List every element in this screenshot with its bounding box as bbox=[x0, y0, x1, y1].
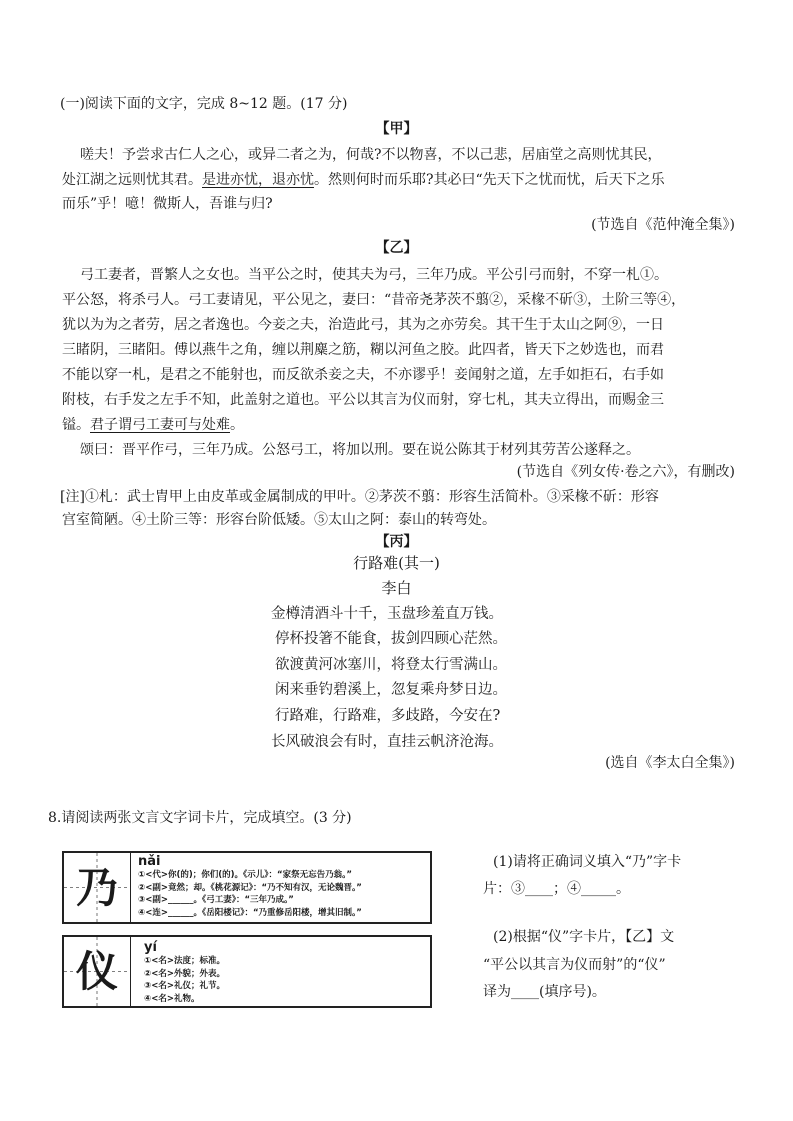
nai-entry-4: ④<连>______。《岳阳楼记》：“乃重修岳阳楼，增其旧制。” bbox=[138, 907, 362, 918]
poem-line-4: 闲来垂钓碧溪上，忽复乘舟梦日边。 bbox=[275, 682, 507, 698]
yi-entry-2: ②<名>外貌；外表。 bbox=[144, 968, 225, 979]
glyph-box-yi bbox=[64, 937, 131, 1006]
jia-paragraph-line-3: 而乐”乎！噫！微斯人，吾谁与归? bbox=[62, 196, 273, 212]
yi-line-6: 附枝，右手发之左手不知，此盖射之道也。平公以其言为仪而射，穿七札，其夫立得出，而赐金三 bbox=[62, 392, 664, 408]
jia-paragraph-line-1: 嗟夫！予尝求古仁人之心，或异二者之为，何哉?不以物喜，不以己悲，居庙堂之高则忧其民， bbox=[80, 147, 662, 163]
card-nai-body bbox=[138, 855, 362, 919]
yi-line-2: 平公怒，将杀弓人。弓工妻请见，平公见之，妻曰：“昔帝尧茅茨不翦②，采椽不斫③，土阶三等④， bbox=[62, 292, 686, 308]
bing-source: (选自《李太白全集》) bbox=[605, 755, 735, 771]
poem-line-3: 欲渡黄河冰塞川，将登太行雪满山。 bbox=[275, 657, 507, 673]
yi-source: (节选自《列女传·卷之六》，有删改) bbox=[516, 464, 735, 480]
word-card-nai bbox=[62, 851, 432, 924]
pinyin-nai: nǎi bbox=[138, 854, 161, 869]
sub-question-1-line-1: (1)请将正确词义填入“乃”字卡 bbox=[493, 854, 682, 870]
question-8-stem: 8.请阅读两张文言文字词卡片，完成填空。(3 分) bbox=[48, 810, 352, 826]
yi-notes-line-2: 宫室简陋。④土阶三等：形容台阶低矮。⑤太山之阿：泰山的转弯处。 bbox=[62, 512, 496, 528]
poem-line-1: 金樽清酒斗十千，玉盘珍羞直万钱。 bbox=[271, 606, 503, 622]
jia-text-post: 。然则何时而乐耶?其必曰“先天下之忧而忧，后天下之乐 bbox=[314, 172, 665, 188]
nai-entry-1: ①<代>你(的)；你们(的)。《示儿》：“家祭无忘告乃翁。” bbox=[138, 870, 352, 880]
glyph-box-nai bbox=[64, 853, 131, 922]
poem-line-5: 行路难，行路难，多歧路，今安在? bbox=[275, 708, 501, 724]
glyph-nai: 乃 bbox=[75, 862, 118, 912]
sub-question-1-line-2: 片：③____；④_____。 bbox=[483, 881, 630, 897]
yi-line-3: 犹以为为之者劳，居之者逸也。今妾之夫，治造此弓，其为之亦劳矣。其干生于太山之阿⑨，一日 bbox=[62, 317, 664, 333]
yi-line-4: 三睹阴，三睹阳。傅以燕牛之角，缠以荆麋之筋，糊以河鱼之胶。此四者，皆天下之妙选也，而君 bbox=[62, 342, 664, 358]
word-card-yi bbox=[62, 935, 432, 1008]
nai-entry-2: ②<副>竟然；却。《桃花源记》：“乃不知有汉，无论魏晋。” bbox=[138, 882, 362, 893]
jia-underlined-sentence: 是进亦忧，退亦忧 bbox=[202, 172, 314, 188]
jia-text-pre: 处江湖之远则忧其君。 bbox=[62, 172, 202, 188]
yi-entry-4: ④<名>礼物。 bbox=[144, 993, 200, 1004]
yi-entry-1: ①<名>法度；标准。 bbox=[144, 956, 225, 966]
yi-line-5: 不能以穿一札，是君之不能射也，而反欲杀妾之夫，不亦谬乎！妾闻射之道，左手如拒石，右手如 bbox=[62, 367, 664, 383]
poem-line-2: 停杯投箸不能食，拔剑四顾心茫然。 bbox=[275, 631, 507, 647]
jia-paragraph-line-2 bbox=[62, 170, 665, 190]
nai-entry-3: ③<副>______。《弓工妻》：“三年乃成。” bbox=[138, 895, 294, 905]
yi-text-post: 。 bbox=[230, 417, 244, 433]
heading-jia: 【甲】 bbox=[375, 121, 418, 137]
sub-question-2-line-3: 译为____(填序号)。 bbox=[483, 984, 606, 1000]
yi-notes-line-1: [注]①札：武士胄甲上由皮革或金属制成的甲叶。②茅茨不翦：形容生活简朴。③采椽不斫：形容 bbox=[60, 489, 659, 505]
yi-line-7 bbox=[62, 415, 244, 435]
poem-title: 行路难(其一) bbox=[353, 554, 440, 572]
poem-author: 李白 bbox=[381, 579, 412, 597]
yi-line-1: 弓工妻者，晋繁人之女也。当平公之时，使其夫为弓，三年乃成。平公引弓而射，不穿一札①。 bbox=[80, 267, 668, 283]
yi-underlined-sentence: 君子谓弓工妻可与处难 bbox=[90, 417, 230, 433]
yi-entry-3: ③<名>礼仪；礼节。 bbox=[144, 981, 225, 991]
heading-yi: 【乙】 bbox=[375, 240, 418, 256]
poem-line-6: 长风破浪会有时，直挂云帆济沧海。 bbox=[271, 734, 503, 750]
card-yi-body bbox=[144, 941, 225, 1005]
sub-question-2-line-2: “平公以其言为仪而射”的“仪” bbox=[483, 957, 666, 973]
jia-source: (节选自《范仲淹全集》) bbox=[591, 217, 735, 233]
glyph-yi: 仪 bbox=[75, 946, 118, 996]
pinyin-yi: yí bbox=[144, 940, 157, 955]
section-intro: (一)阅读下面的文字，完成 8~12 题。(17 分) bbox=[60, 96, 348, 112]
heading-bing: 【丙】 bbox=[375, 534, 418, 550]
yi-ode: 颂曰：晋平作弓，三年乃成。公怒弓工，将加以刑。要在说公陈其于材列其劳苦公遂释之。 bbox=[80, 442, 640, 458]
yi-text-pre: 镒。 bbox=[62, 417, 90, 433]
sub-question-2-line-1: (2)根据“仪”字卡片，【乙】文 bbox=[493, 929, 675, 945]
